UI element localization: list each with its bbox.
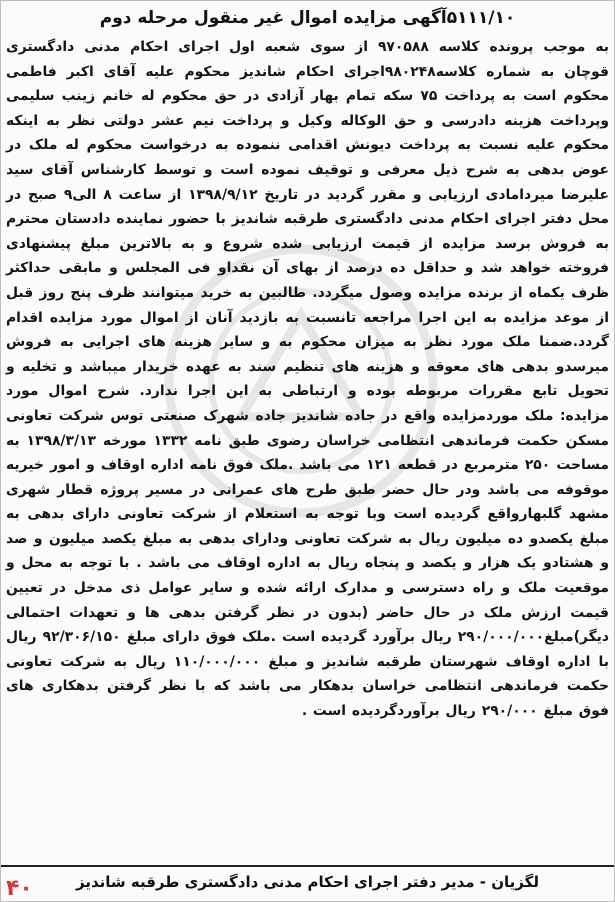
notice-title: ۵۱۱۱/۱۰آگهی مزایده اموال غیر منقول مرحله دوم xyxy=(99,8,516,28)
notice-body: به موجب پرونده کلاسه ۹۷۰۵۸۸ از سوی شعبه اول اجرای احکام مدنی دادگستری قوچان به شماره کلاسه۹۸۰۲۴۸اجرای احکام شاندیز محکوم علیه آقای اکبر فاطمی محکوم است به پرداخت ۷۵ سکه تمام بهار آزادی در حق محکوم له خانم زینب سلیمی وپرداخت هزینه دادرسی و حق الوکاله وکیل و پرداخت نیم عشر دولتی نظر به اینکه محکوم علیه نسبت به پرداخت دیونش اقدامی ننموده به درخواست محکوم له ملک در عوض بدهی به شرح ذیل معرفی و توقیف نموده است و توسط کارشناس آقای سید علیرضا میردامادی ارزیابی و مقرر گردید در تاریخ ۱۳۹۸/۹/۱۲ از ساعت ۸ الی۹ صبح در محل دفتر اجرای احکام مدنی دادگستری طرقبه شاندیز با حضور نماینده دادستان محترم به فروش برسد مزایده از قیمت ارزیابی شده شروع و به بالاترین مبلغ پیشنهادی فروخته خواهد شد و حداقل ده درصد از بهای آن نقداو فی المجلس و مابقی حداکثر ظرف یکماه از برنده مزایده وصول میگردد. طالبین به خرید میتوانند ظرف پنج روز قبل از موعد مزایده به این اجرا مراجعه تانسبت به بازدید آنان از اموال مورد مزایده اقدام گردد.ضمنا ملک مورد نظر به میزان محکوم به و سایر هزینه های اجرایی به فروش میرسدو بدهی های معوقه و هزینه های تنظیم سند به عهده خریدار میباشد و تخلیه و تحویل تابع مقررات مربوطه بوده و ارتباطی به این اجرا ندارد. شرح اموال مورد مزایده: ملک موردمزایده واقع در جاده شاندیز جاده شهرک صنعتی توس شرکت تعاونی مسکن حکمت فرماندهی انتظامی خراسان رضوی طبق نامه ۱۳۳۲ مورخه ۱۳۹۸/۳/۱۳ به مساحت ۲۵۰ مترمربع در قطعه ۱۲۱ می باشد .ملک فوق نامه اداره اوقاف و امور خیریه موقوفه می باشد ودر حال حضر طبق طرح های عمرانی در مسیر پروژه قطار شهری مشهد گلبهارواقع گردیده است وبا توجه به استعلام از شرکت تعاونی دارای بدهی به مبلغ یکصدو ده میلیون ریال به شرکت تعاونی ودارای بدهی به مبلغ یکصد میلیون و صد و هشتادو یک هزار و یکصد و پنجاه ریال به اداره اوقاف می باشد . با توجه به محل و موقعیت ملک و راه دسترسی و مدارک ارائه شده و سایر عوامل ذی مدخل در تعیین قیمت ارزش ملک در حال حاضر (بدون در نظر گرفتن بدهی ها و تعهدات احتمالی دیگر)مبلغ۲۹۰/۰۰۰/۰۰۰ ریال برآورد گردیده است .ملک فوق دارای مبلغ ۹۲/۳۰۶/۱۵۰ ریال با اداره اوقاف شهرستان طرقبه شاندیز و مبلغ ۱۱۰/۰۰۰/۰۰۰ ریال به شرکت تعاونی حکمت فرماندهی انتظامی خراسان بدهکار می باشد که با نظر گرفتن بدهکاری های فوق مبلغ ۲۹۰/۰۰۰ ریال برآوردگردیده است . xyxy=(6,39,610,720)
signature-line: لگزیان - مدیر دفتر اجرای احکام مدنی دادگستری طرقبه شاندیز xyxy=(1,865,614,897)
stamp-text: ۴۰ xyxy=(6,876,33,901)
red-stamp-fragment xyxy=(3,871,37,901)
